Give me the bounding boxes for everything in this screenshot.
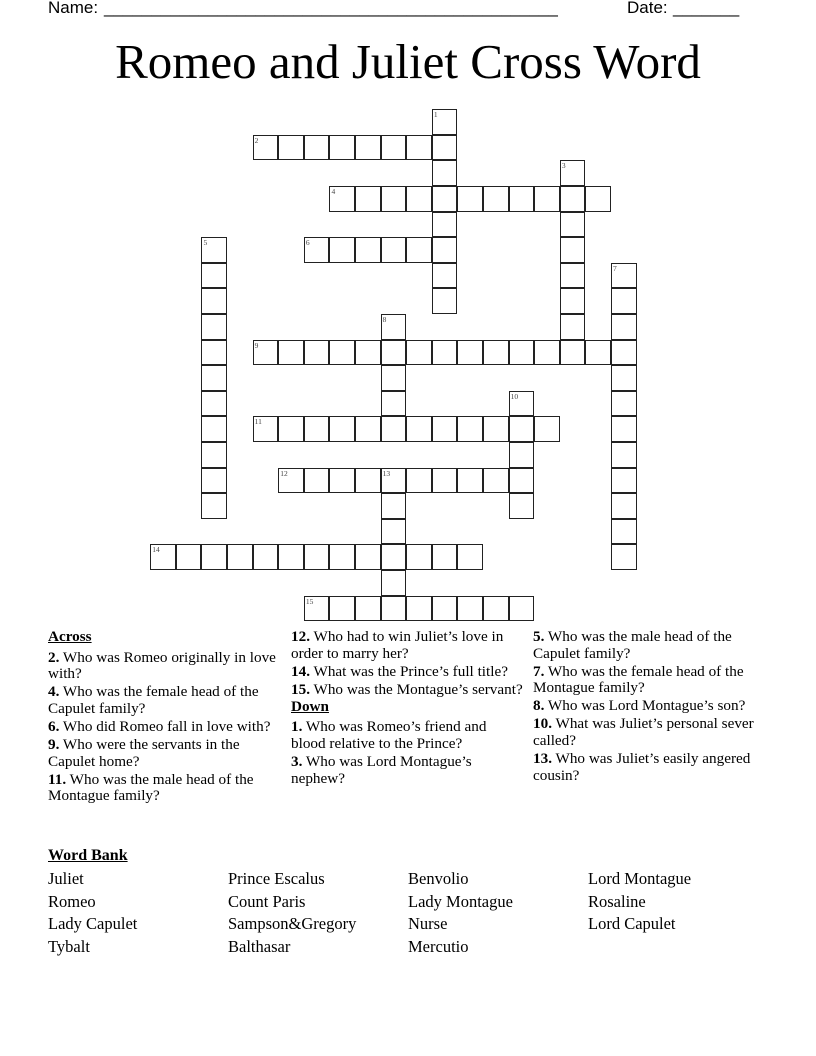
- word-bank-item: Juliet: [48, 869, 84, 888]
- across-heading: Across: [48, 628, 92, 645]
- word-bank-title: Word Bank: [48, 847, 128, 864]
- crossword-cell[interactable]: [509, 442, 535, 468]
- date-field[interactable]: _______: [673, 0, 740, 17]
- clue-number: 4.: [48, 683, 60, 701]
- crossword-cell[interactable]: [381, 365, 407, 391]
- word-bank-item: Benvolio: [408, 869, 469, 888]
- crossword-cell[interactable]: [611, 314, 637, 340]
- crossword-cell[interactable]: [534, 340, 560, 366]
- crossword-cell[interactable]: [304, 468, 330, 494]
- name-field[interactable]: ________________________________________________: [104, 0, 558, 17]
- crossword-cell[interactable]: [457, 596, 483, 622]
- word-bank-item: Tybalt: [48, 937, 90, 957]
- date-label: Date:: [627, 0, 668, 17]
- clue-text: Who was Lord Montague’s nephew?: [291, 753, 472, 787]
- crossword-cell[interactable]: [381, 340, 407, 366]
- clue-across-15: [291, 682, 523, 699]
- clue-number: 7.: [533, 662, 545, 680]
- crossword-cell[interactable]: [201, 416, 227, 442]
- clue-number-label: 14: [152, 545, 160, 555]
- crossword-cell[interactable]: [509, 468, 535, 494]
- crossword-cell[interactable]: [201, 263, 227, 289]
- clue-number: 9.: [48, 736, 60, 754]
- crossword-cell[interactable]: [611, 365, 637, 391]
- crossword-cell[interactable]: [381, 570, 407, 596]
- clue-number-label: 12: [280, 468, 288, 478]
- clue-number-label: 3: [561, 161, 566, 171]
- crossword-cell[interactable]: [432, 288, 458, 314]
- crossword-cell[interactable]: [483, 416, 509, 442]
- crossword-cell[interactable]: [509, 416, 535, 442]
- crossword-grid: [151, 110, 638, 623]
- crossword-cell[interactable]: [201, 442, 227, 468]
- clue-number-label: 2: [254, 135, 259, 145]
- crossword-cell[interactable]: [406, 340, 432, 366]
- crossword-cell[interactable]: [253, 416, 279, 442]
- clue-number: 15.: [291, 680, 310, 698]
- crossword-cell[interactable]: [381, 596, 407, 622]
- clue-text: What was the Prince’s full title?: [309, 662, 508, 680]
- crossword-cell[interactable]: [457, 544, 483, 570]
- crossword-cell[interactable]: [381, 237, 407, 263]
- crossword-cell[interactable]: [355, 340, 381, 366]
- clue-number-label: 4: [331, 187, 336, 197]
- crossword-cell[interactable]: [329, 544, 355, 570]
- crossword-cell[interactable]: [381, 468, 407, 494]
- crossword-cell[interactable]: [611, 391, 637, 417]
- clue-number: 11.: [48, 770, 67, 788]
- clue-number-label: 13: [382, 468, 391, 478]
- crossword-cell[interactable]: [560, 186, 586, 212]
- word-bank-item: Rosaline: [588, 891, 646, 911]
- crossword-cell[interactable]: [457, 340, 483, 366]
- crossword-cell[interactable]: [201, 314, 227, 340]
- crossword-cell[interactable]: [227, 544, 253, 570]
- crossword-cell[interactable]: [329, 340, 355, 366]
- crossword-cell[interactable]: [406, 237, 432, 263]
- crossword-cell[interactable]: [406, 468, 432, 494]
- clue-across-11: [48, 772, 278, 805]
- crossword-cell[interactable]: [355, 186, 381, 212]
- crossword-cell[interactable]: [457, 468, 483, 494]
- clue-number: 14.: [291, 662, 310, 680]
- clue-text: Who had to win Juliet’s love in order to marry her?: [291, 628, 504, 662]
- crossword-cell[interactable]: [355, 596, 381, 622]
- crossword-cell[interactable]: [355, 468, 381, 494]
- word-bank-item: Mercutio: [408, 937, 469, 957]
- clue-down-10: [533, 716, 765, 749]
- word-bank-item: Lady Montague: [408, 891, 513, 911]
- crossword-cell[interactable]: [329, 468, 355, 494]
- crossword-cell[interactable]: [381, 519, 407, 545]
- crossword-cell[interactable]: [201, 365, 227, 391]
- crossword-cell[interactable]: [304, 237, 330, 263]
- crossword-cell[interactable]: [278, 135, 304, 161]
- clue-number: 3.: [291, 753, 303, 771]
- crossword-cell[interactable]: [304, 544, 330, 570]
- crossword-cell[interactable]: [381, 493, 407, 519]
- clue-number-label: 15: [305, 596, 314, 606]
- crossword-cell[interactable]: [611, 416, 637, 442]
- word-bank-item: Lady Capulet: [48, 914, 138, 934]
- crossword-cell[interactable]: [355, 544, 381, 570]
- clue-text: Who was the female head of the Montague family?: [533, 662, 744, 697]
- crossword-cell[interactable]: [457, 186, 483, 212]
- word-bank-column-4: [588, 868, 768, 936]
- crossword-cell[interactable]: [432, 160, 458, 186]
- crossword-cell[interactable]: [329, 596, 355, 622]
- crossword-cell[interactable]: [201, 493, 227, 519]
- crossword-cell[interactable]: [560, 237, 586, 263]
- crossword-cell[interactable]: [483, 340, 509, 366]
- crossword-cell[interactable]: [432, 135, 458, 161]
- crossword-cell[interactable]: [560, 314, 586, 340]
- clue-number-label: 10: [510, 391, 519, 401]
- crossword-cell[interactable]: [611, 442, 637, 468]
- crossword-cell[interactable]: [278, 416, 304, 442]
- crossword-cell[interactable]: [201, 288, 227, 314]
- crossword-cell[interactable]: [355, 237, 381, 263]
- word-bank-item: Lord Capulet: [588, 914, 676, 934]
- clue-number: 6.: [48, 717, 60, 735]
- clue-number-label: 9: [254, 340, 259, 350]
- clues-column-2: [291, 629, 523, 789]
- crossword-cell[interactable]: [560, 212, 586, 238]
- word-bank-item: Romeo: [48, 891, 96, 911]
- crossword-cell[interactable]: [201, 468, 227, 494]
- crossword-cell[interactable]: [483, 468, 509, 494]
- clue-number-label: 11: [254, 417, 262, 427]
- crossword-cell[interactable]: [406, 544, 432, 570]
- crossword-cell[interactable]: [509, 493, 535, 519]
- clue-text: Who was Romeo’s friend and blood relative to the Prince?: [291, 718, 487, 753]
- crossword-cell[interactable]: [432, 340, 458, 366]
- clue-text: What was Juliet’s personal sever called?: [533, 715, 754, 750]
- crossword-cell[interactable]: [432, 544, 458, 570]
- word-bank-item: Sampson&Gregory: [228, 914, 357, 934]
- crossword-cell[interactable]: [201, 237, 227, 263]
- clue-text: Who did Romeo fall in love with?: [59, 717, 271, 735]
- clue-text: Who was Lord Montague’s son?: [544, 697, 746, 715]
- clue-number: 5.: [533, 628, 545, 645]
- crossword-cell[interactable]: [432, 186, 458, 212]
- crossword-cell[interactable]: [201, 544, 227, 570]
- clue-down-5: [533, 629, 765, 662]
- crossword-cell[interactable]: [406, 135, 432, 161]
- crossword-cell[interactable]: [560, 288, 586, 314]
- crossword-cell[interactable]: [509, 186, 535, 212]
- crossword-cell[interactable]: [278, 340, 304, 366]
- clue-text: Who was the male head of the Capulet family?: [533, 628, 732, 662]
- down-heading: Down: [291, 697, 329, 715]
- crossword-cell[interactable]: [611, 493, 637, 519]
- clue-number-label: 7: [613, 263, 617, 273]
- clue-number: 2.: [48, 648, 60, 666]
- clue-across-9: [48, 737, 278, 770]
- crossword-cell[interactable]: [432, 596, 458, 622]
- crossword-cell[interactable]: [585, 340, 611, 366]
- crossword-cell[interactable]: [432, 416, 458, 442]
- crossword-cell[interactable]: [329, 416, 355, 442]
- clue-across-14: [291, 664, 523, 681]
- clue-text: Who was Juliet’s easily angered cousin?: [533, 750, 751, 784]
- crossword-cell[interactable]: [381, 391, 407, 417]
- crossword-cell[interactable]: [509, 596, 535, 622]
- name-date-header: [48, 0, 748, 19]
- clue-text: Who was the Montague’s servant?: [309, 680, 523, 698]
- clue-number: 12.: [291, 628, 310, 645]
- crossword-cell[interactable]: [381, 135, 407, 161]
- crossword-cell[interactable]: [483, 596, 509, 622]
- word-bank-item: Balthasar: [228, 937, 291, 957]
- crossword-cell[interactable]: [432, 237, 458, 263]
- crossword-cell[interactable]: [457, 416, 483, 442]
- crossword-cell[interactable]: [406, 186, 432, 212]
- crossword-cell[interactable]: [509, 391, 535, 417]
- clue-down-13: [533, 751, 765, 784]
- clue-down-8: [533, 698, 765, 715]
- clue-down-3: [291, 754, 523, 787]
- word-bank-column-2: [228, 868, 408, 959]
- crossword-cell[interactable]: [560, 160, 586, 186]
- crossword-cell[interactable]: [278, 544, 304, 570]
- crossword-cell[interactable]: [253, 340, 279, 366]
- crossword-cell[interactable]: [304, 416, 330, 442]
- crossword-cell[interactable]: [432, 263, 458, 289]
- clue-number: 1.: [291, 718, 303, 736]
- clue-number-label: 8: [382, 315, 387, 325]
- clue-across-4: [48, 684, 278, 717]
- clue-down-1: [291, 719, 523, 752]
- clue-across-12: [291, 629, 523, 662]
- word-bank-item: Prince Escalus: [228, 869, 325, 888]
- clue-across-6: [48, 719, 278, 736]
- crossword-cell[interactable]: [150, 544, 176, 570]
- crossword-cell[interactable]: [611, 340, 637, 366]
- crossword-cell[interactable]: [201, 391, 227, 417]
- crossword-cell[interactable]: [304, 596, 330, 622]
- clue-down-7: [533, 664, 765, 697]
- crossword-cell[interactable]: [432, 109, 458, 135]
- crossword-cell[interactable]: [585, 186, 611, 212]
- crossword-cell[interactable]: [253, 544, 279, 570]
- word-bank-item: Nurse: [408, 914, 448, 934]
- crossword-cell[interactable]: [355, 135, 381, 161]
- clue-text: Who was the male head of the Montague family?: [48, 770, 254, 805]
- crossword-cell[interactable]: [176, 544, 202, 570]
- crossword-cell[interactable]: [560, 340, 586, 366]
- clue-number: 13.: [533, 750, 552, 768]
- clue-number-label: 1: [433, 110, 438, 120]
- crossword-cell[interactable]: [278, 468, 304, 494]
- clues-column-3: [533, 629, 765, 786]
- name-label: Name:: [48, 0, 99, 17]
- crossword-cell[interactable]: [432, 468, 458, 494]
- word-bank-item: Count Paris: [228, 891, 306, 911]
- crossword-cell[interactable]: [253, 135, 279, 161]
- crossword-cell[interactable]: [611, 468, 637, 494]
- clue-across-2: [48, 650, 278, 683]
- crossword-cell[interactable]: [381, 544, 407, 570]
- crossword-cell[interactable]: [381, 186, 407, 212]
- crossword-cell[interactable]: [381, 314, 407, 340]
- crossword-cell[interactable]: [355, 416, 381, 442]
- clues-column-1: [48, 629, 278, 806]
- crossword-cell[interactable]: [534, 416, 560, 442]
- page-title: Romeo and Juliet Cross Word: [115, 34, 701, 89]
- clue-text: Who was the female head of the Capulet family?: [48, 683, 259, 717]
- word-bank-column-1: [48, 868, 228, 959]
- crossword-cell[interactable]: [406, 596, 432, 622]
- crossword-cell[interactable]: [406, 416, 432, 442]
- crossword-cell[interactable]: [611, 263, 637, 289]
- crossword-cell[interactable]: [611, 544, 637, 570]
- crossword-cell[interactable]: [304, 340, 330, 366]
- clue-text: Who were the servants in the Capulet home?: [48, 736, 240, 770]
- crossword-cell[interactable]: [560, 263, 586, 289]
- clue-number-label: 5: [203, 238, 208, 248]
- clue-number-label: 6: [305, 238, 310, 248]
- crossword-cell[interactable]: [432, 212, 458, 238]
- crossword-cell[interactable]: [201, 340, 227, 366]
- crossword-cell[interactable]: [509, 340, 535, 366]
- crossword-cell[interactable]: [329, 186, 355, 212]
- crossword-cell[interactable]: [611, 288, 637, 314]
- clue-text: Who was Romeo originally in love with?: [48, 648, 276, 683]
- crossword-cell[interactable]: [329, 237, 355, 263]
- clue-number: 10.: [533, 715, 552, 733]
- clue-number: 8.: [533, 697, 545, 715]
- crossword-cell[interactable]: [611, 519, 637, 545]
- crossword-cell[interactable]: [483, 186, 509, 212]
- word-bank-column-3: [408, 868, 588, 959]
- crossword-cell[interactable]: [534, 186, 560, 212]
- crossword-cell[interactable]: [304, 135, 330, 161]
- crossword-cell[interactable]: [329, 135, 355, 161]
- word-bank-item: Lord Montague: [588, 869, 692, 888]
- crossword-cell[interactable]: [381, 416, 407, 442]
